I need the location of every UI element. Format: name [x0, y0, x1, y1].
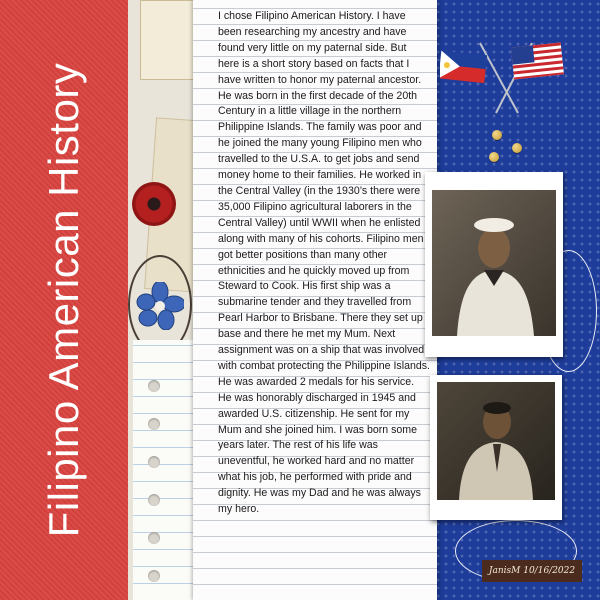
blue-flower-icon — [136, 282, 184, 330]
punch-hole — [148, 418, 160, 430]
crossed-flags-icon — [440, 35, 565, 115]
journal-story-text: I chose Filipino American History. I have been researching my ancestry and have found very little on my paternal side. But here is a short story based on facts that I have written to honor my paternal ancestor. He was born in the first decade of the 20th Century in a little village in the northern Philippine Islands. The family was poor and he joined the many young Filipino men who travelled to the U.S.A. to get jobs and send money home to their families. He worked in the Central Valley (in the 1930’s there were 35,000 Filipino agricultural laborers in the Central Valley) until WWII when he enlisted along with many of his cohorts. Filipino men got better positions than many other ethnicities and he quickly moved up from Steward to Cook. His first ship was a submarine tender and they travelled from Pearl Harbor to Brisbane. There they set up base and there he met my Mum. Next assignment was on a ship that was involved with combat protecting the Philippine Islands. He was awarded 2 medals for his service. He was honorably discharged in 1945 and awarded U.S. citizenship. He sent for my Mum and she joined him. I was born some years later. The rest of his life was uneventful, he worked hard and no matter what his job, he performed with pride and dignity. He was my Dad and he was always my hero. — [218, 10, 430, 516]
punch-hole — [148, 570, 160, 582]
polaroid-photo-suit — [430, 375, 562, 520]
gold-brad — [489, 152, 499, 162]
polaroid-photo-sailor — [425, 172, 563, 357]
gold-brad — [492, 130, 502, 140]
red-title-panel — [0, 0, 128, 600]
paper-tag — [140, 0, 200, 80]
punch-hole — [148, 456, 160, 468]
red-flower-icon — [132, 182, 176, 226]
punch-hole — [148, 532, 160, 544]
suit-photo — [437, 382, 555, 500]
signature-tag: JanisM 10/16/2022 — [482, 560, 582, 582]
page-title: Filipino American History — [40, 62, 87, 538]
sailor-photo — [432, 190, 556, 336]
gold-brad — [512, 143, 522, 153]
punch-hole — [148, 380, 160, 392]
punch-hole — [148, 494, 160, 506]
